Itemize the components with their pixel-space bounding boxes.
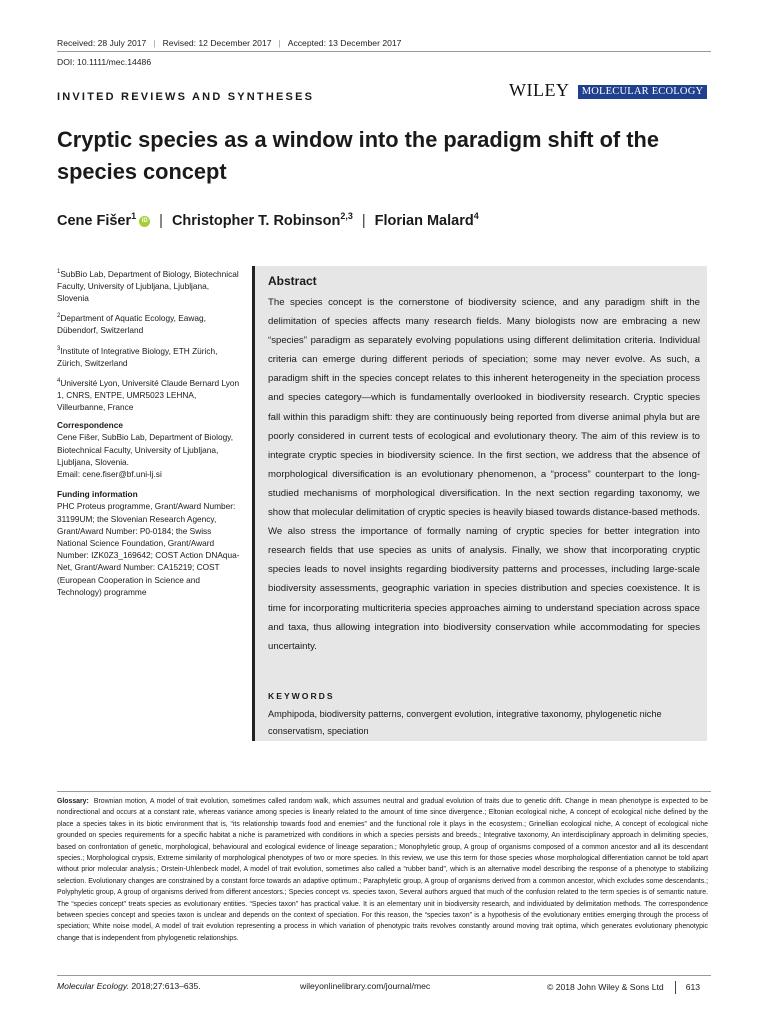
affiliation: $^2$Department of Aquatic Ecology, Eawag, Dübendorf, Switzerland [57,313,206,336]
footer-url[interactable]: wileyonlinelibrary.com/journal/mec [300,981,431,991]
doi-link[interactable]: DOI: 10.1111/mec.14486 [57,57,152,67]
page-number: 613 [685,981,701,992]
article-info-column [57,266,242,606]
footer-divider [57,975,711,976]
author-list [57,213,479,229]
author-name[interactable]: Christopher T. Robinson$^{2,3}$ [171,211,353,229]
article-title: Cryptic species as a window into the paradigm shift of the species concept [57,127,659,184]
footer-copyright: © 2018 John Wiley & Sons Ltd 613 [547,981,700,994]
header-divider [57,51,711,52]
funding-text: PHC Proteus programme, Grant/Award Number: 31199UM; the Slovenian Research Agency, Grant/Award Number: P0-0184; the Swiss National Science Foundation, Grant/Award Number: IZK0Z3_169642; COST Action DNAqua-Net, Grant/Award Number: CA15219; COST (European Cooperation in Science and Technology) programme [57,501,240,597]
glossary-divider [57,791,711,792]
abstract-text: The species concept is the cornerstone of biodiversity science, and any paradigm shift in the delimitation of species affects many research fields. Many biologists now are embracing a new “species” paradigm as separately evolving populations using different delimitation criteria. Individual criteria can emerge during different periods of speciation; some may never evolve. As such, a paradigm shift in the species concept relates to this inherent heterogeneity in the speciation process and species category—which is fundamentally overlooked in biodiversity research. Cryptic species fall within this paradigm shift: they are continuously being reported from diverse animal phyla but are poorly considered in current tests of ecological and evolutionary theory. The aim of this review is to integrate cryptic species in biodiversity science. In the first section, we address that the absence of morphological diversification is an evolutionary phenomenon, a “process” counterpart to the long-studied mechanisms of morphological diversification. In the next section regarding taxonomy, we show that molecular delimitation of cryptic species is heavily biased towards distance-based methods. We also stress the importance of formally naming of cryptic species for better integration into research fields that use species as units of analysis. Finally, we show that incorporating cryptic species leads to novel insights regarding biodiversity patterns and processes, including large-scale biodiversity assessments, geographic variation in species distribution and species coexistence. It is time for incorporating multicriteria species approaches aiming to understand speciation across space and taxa, thus allowing integration into biodiversity conservation while accommodating for species uncertainty. [268,297,700,652]
author-separator: | [361,213,366,229]
author-name[interactable]: Florian Malard$^4$ [374,211,479,229]
correspondence-email[interactable]: Email: cene.fiser@bf.uni-lj.si [57,468,162,479]
author-separator: | [159,213,163,229]
glossary-text: Brownian motion, A model of trait evolution, sometimes called random walk, which assumes neutral and gradual evolution of traits due to genetic drift. Change in mean phenotype is expected to be nondirectional and occurs at a constant rate, whereas variance among species is linearly related to the amount of time since divergence.; Eltonian ecological niche, A concept of ecological niche defined by the place a species takes in its biotic environment that is, “its relationship towards food and enemies” and the functional role it plays in the ecosystem.; Grinellian ecological niche, A concept of ecological niche grounded on species requirements for a specific habitat a niche is parametrized with conditions in which a species persists and breeds.; Integrative taxonomy, An interdisciplinary approach in delimiting species, based on confrontation of genetic, morphological, behavioural and ecological evidence of lineage separation.; Monophyletic group, A group of organisms composed of a common ancestor and all its descendant species.; Morphological crypsis, Extreme similarity of morphological phenotypes of two or more species. In this review, we use this term for those species whose morphological differentiation cannot be told apart without prior molecular analysis.; Orstein-Uhlenbeck model, A model of trait evolution, sometimes also called a “rubber band”, which is an alternative model describing the response of a phenotype to stabilizing selection. Evolutionary changes are constrained by a constant force towards an adaptive optimum.; Paraphyletic group, A group of organisms derived from a common ancestor, which excludes some descendants.; Polyphyletic group, A group of organisms derived from different ancestors.; Species concept vs. species taxon, Several authors argued that much of the confusion related to the term species is of semantic nature. The “species concept” treats species as evolutionary entities. “Species taxon” has practical value. It is an elementary unit in biodiversity research, and individuated by delimitation methods. The correspondence between species concept and species taxon is unclear and depends on the context of speciation. For this reason, the “species taxon” is a hypothesis of the evolutionary entities emerging through the process of speciation; White noise model, A model of trait evolution representing a process in which variation of phenotypic traits revolves constantly around moving trait optima, which generates evolutionary phenotypic change that is independent from phylogenetic relationships. [57,798,708,942]
accepted-date: Accepted: 13 December 2017 [287,38,402,48]
footer-citation: Molecular Ecology. 2018;27:613–635. [57,981,201,991]
correspondence [57,419,242,480]
received-date: Received: 28 July 2017 [57,38,147,48]
publisher-logo: WILEY [509,80,570,100]
correspondence-heading: Correspondence [57,420,123,431]
keywords-heading: KEYWORDS [268,691,335,701]
funding-info [57,488,242,598]
footer-separator [675,981,676,994]
affiliation: $^1$SubBio Lab, Department of Biology, Biotechnical Faculty, University of Ljubljana, Ljubljana, Slovenia [57,268,239,304]
abstract-heading: Abstract [268,274,317,288]
orcid-icon[interactable]: iD [139,216,150,227]
glossary-heading: Glossary: [57,798,89,805]
article-dates: Received: 28 July 2017 | Revised: 12 December 2017 | Accepted: 13 December 2017 [57,38,402,48]
affiliation: $^3$Institute of Integrative Biology, ETH Zürich, Zürich, Switzerland [57,345,218,368]
keywords-text: Amphipoda, biodiversity patterns, convergent evolution, integrative taxonomy, phylogenetic niche conservatism, speciation [268,709,662,736]
funding-heading: Funding information [57,489,138,500]
author-name[interactable]: Cene Fišer$^1$ [57,211,137,229]
glossary [57,796,708,944]
affiliation: $^4$Université Lyon, Université Claude Bernard Lyon 1, CNRS, ENTPE, UMR5023 LEHNA, Villeurbanne, France [57,377,240,412]
revised-date: Revised: 12 December 2017 [162,38,272,48]
correspondence-text: Cene Fišer, SubBio Lab, Department of Biology, Biotechnical Faculty, University of Ljubljana, Ljubljana, Slovenia. [57,432,234,467]
section-label: INVITED REVIEWS AND SYNTHESES [57,91,315,103]
journal-badge: MOLECULAR ECOLOGY [578,85,707,99]
